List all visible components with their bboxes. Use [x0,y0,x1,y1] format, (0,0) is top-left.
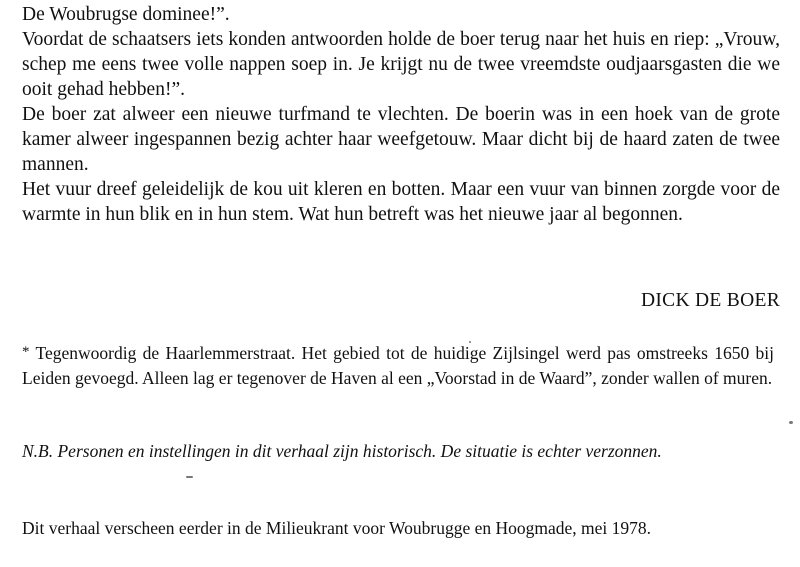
footnote [22,340,774,391]
footnote-text: Tegenwoordig de Haarlemmerstraat. Het gebied tot de huidige Zijlsingel werd pas omstreeks 1650 bij Leiden gevoegd. Alleen lag er tegenover de Haven al een „Voorstad in de Waard”, zonder wallen of muren. [22,343,774,388]
story-body [22,2,780,227]
footnote-marker: * [22,344,30,360]
scan-speck [789,421,793,424]
author-signature: DICK DE BOER [640,290,780,311]
story-paragraph-3: De boer zat alweer een nieuwe turfmand te vlechten. De boerin was in een hoek van de grote kamer alweer ingespannen bezig achter haar weefgetouw. Maar dicht bij de haard zaten de twee mannen. [22,104,780,175]
story-paragraph-2: Voordat de schaatsers iets konden antwoorden holde de boer terug naar het huis en riep: „Vrouw, schep me eens twee volle nappen soep in. Je krijgt nu de twee vreemdste oudjaarsgasten die we ooit gehad hebben!”. [22,29,780,100]
historical-note: N.B. Personen en instellingen in dit verhaal zijn historisch. De situatie is echter verzonnen. [22,441,662,461]
scan-speck [186,476,193,478]
publication-source: Dit verhaal verscheen eerder in de Milieukrant voor Woubrugge en Hoogmade, mei 1978. [22,518,652,538]
scan-speck [469,341,471,343]
story-paragraph-1: De Woubrugse dominee!”. [22,4,230,25]
story-paragraph-4: Het vuur dreef geleidelijk de kou uit kleren en botten. Maar een vuur van binnen zorgde voor de warmte in hun blik en in hun stem. Wat hun betreft was het nieuwe jaar al begonnen. [22,179,780,225]
